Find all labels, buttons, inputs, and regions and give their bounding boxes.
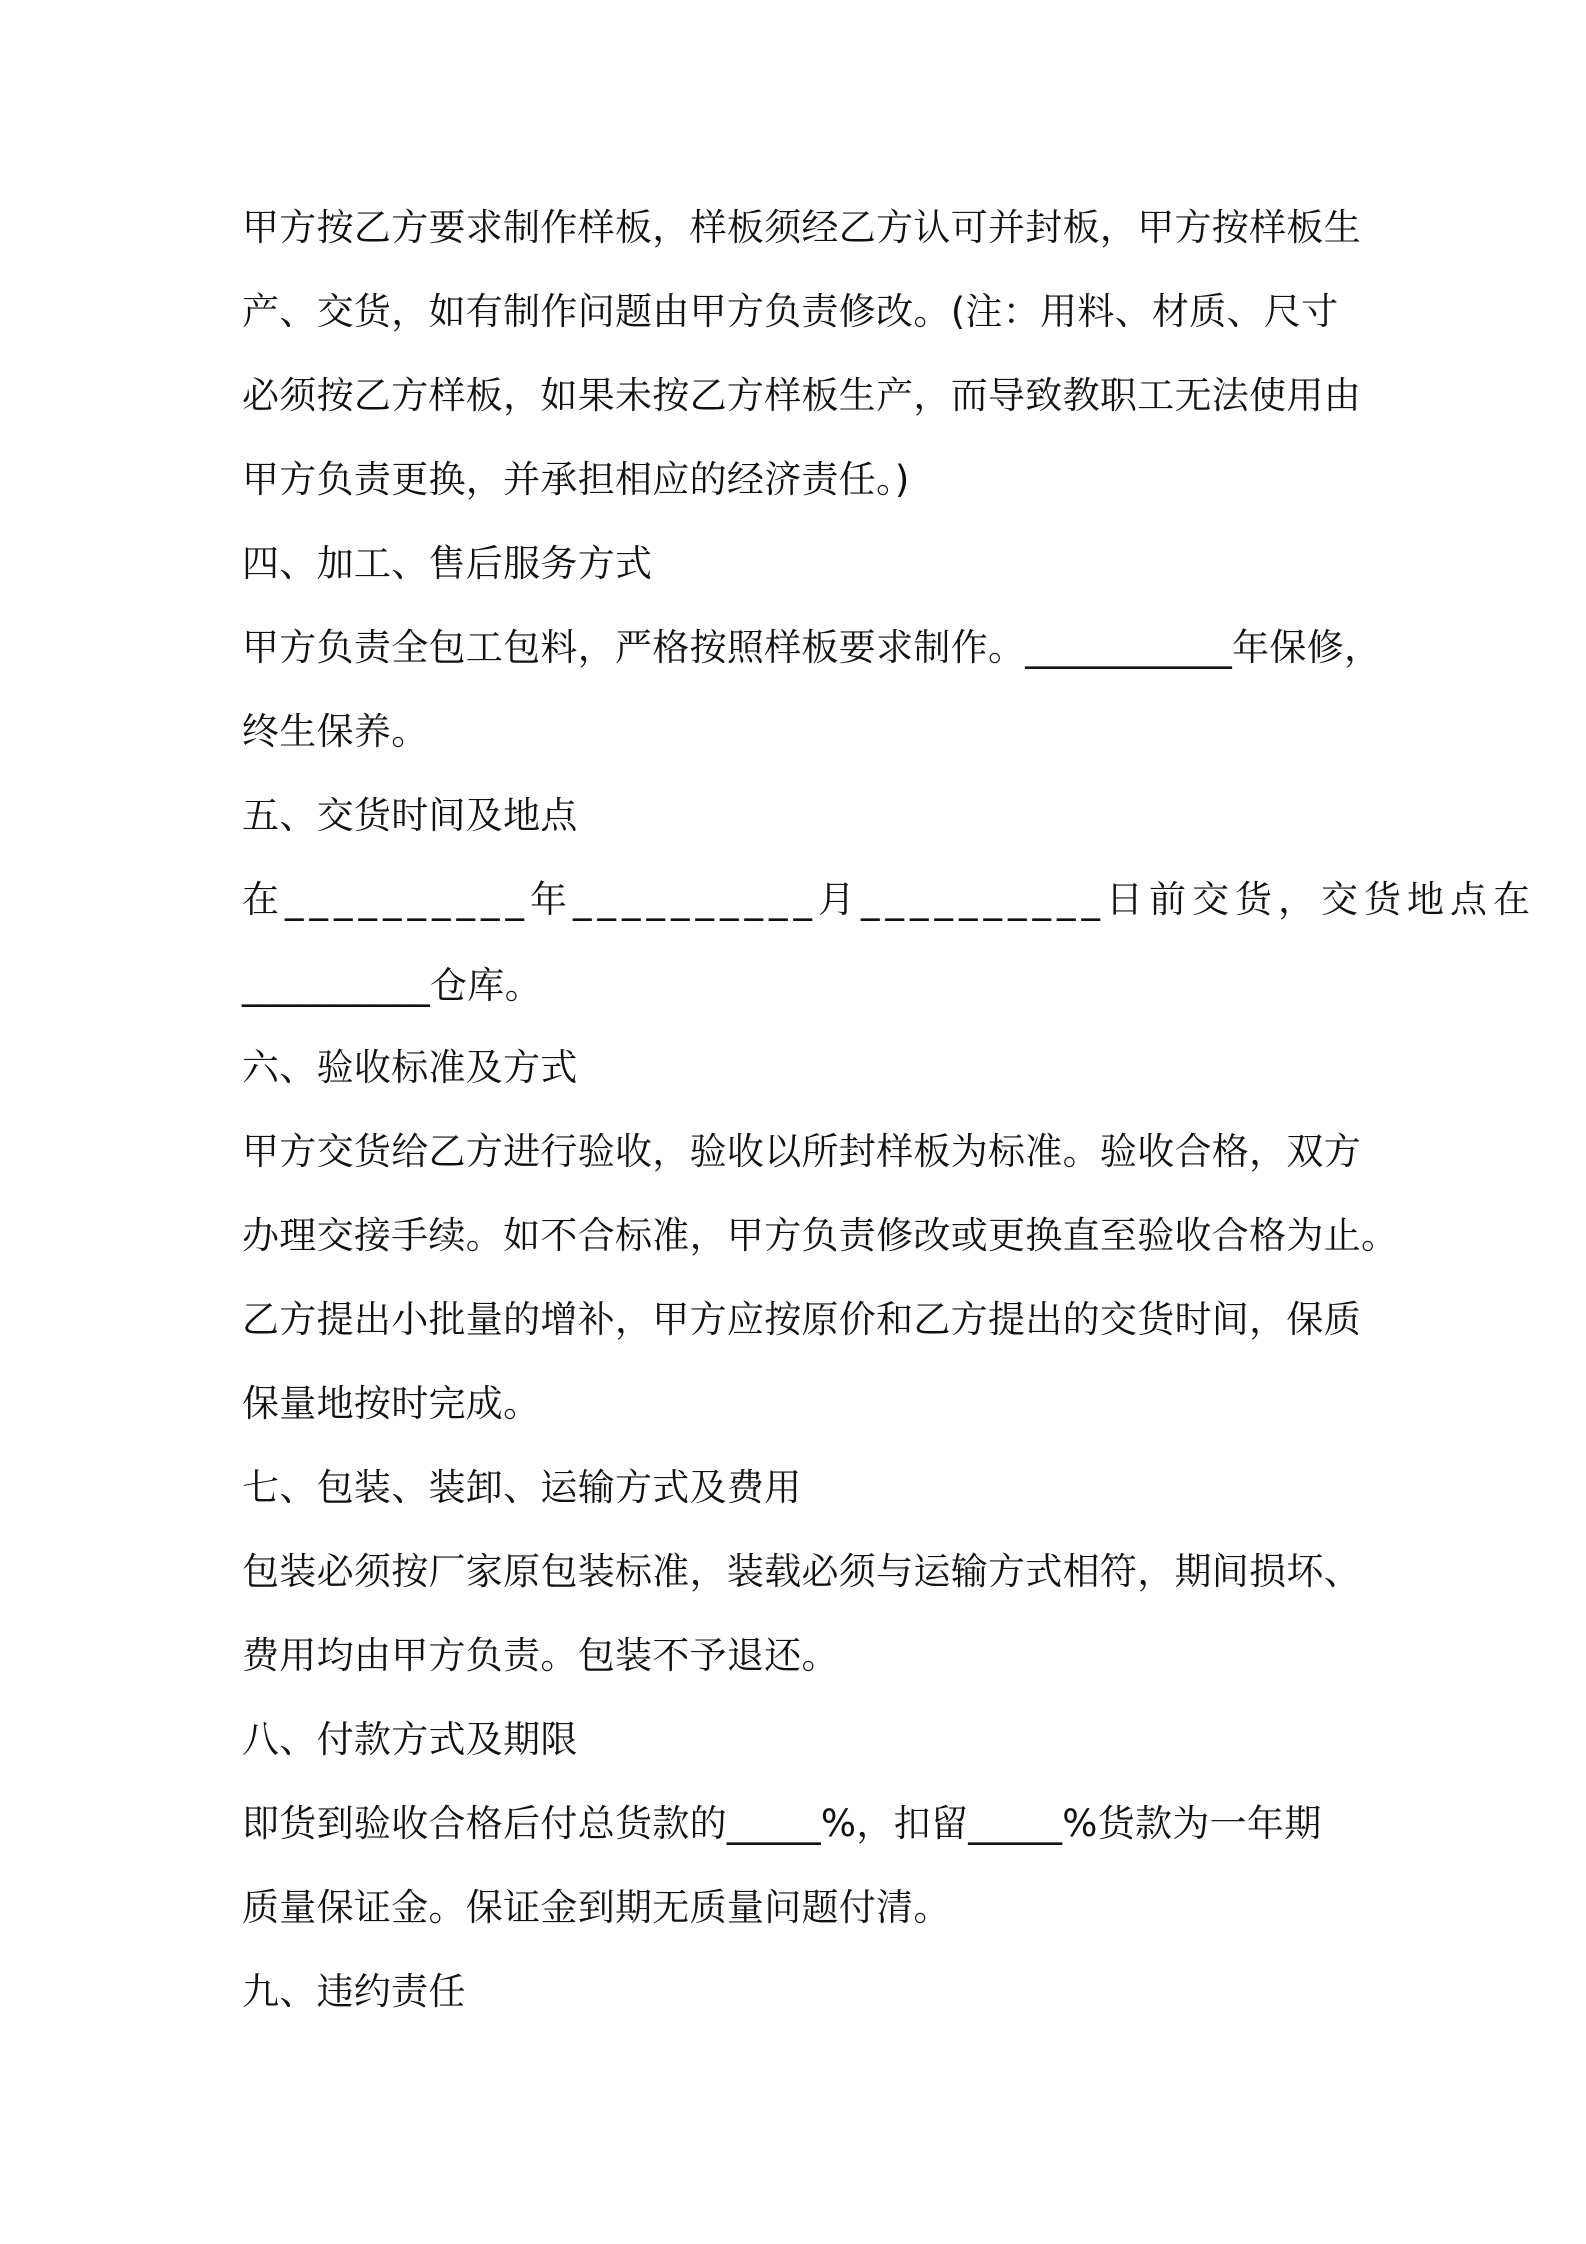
paragraph-sample-line-3: 必须按乙方样板，如果未按乙方样板生产，而导致教职工无法使用由 [242, 374, 1361, 417]
section-heading-8: 八、付款方式及期限 [242, 1718, 578, 1761]
paragraph-payment-line-1: 即货到验收合格后付总货款的_____%，扣留_____%货款为一年期 [242, 1802, 1322, 1845]
section-heading-6: 六、验收标准及方式 [242, 1046, 578, 1089]
paragraph-sample-line-4: 甲方负责更换，并承担相应的经济责任。) [242, 458, 910, 501]
paragraph-service-line-2: 终生保养。 [242, 710, 429, 753]
section-heading-4: 四、加工、售后服务方式 [242, 542, 653, 585]
paragraph-delivery-line-2: __________仓库。 [242, 964, 542, 1007]
paragraph-packaging-line-2: 费用均由甲方负责。包装不予退还。 [242, 1634, 839, 1677]
paragraph-acceptance-line-2: 办理交接手续。如不合标准，甲方负责修改或更换直至验收合格为止。 [242, 1214, 1399, 1257]
paragraph-sample-line-1: 甲方按乙方要求制作样板，样板须经乙方认可并封板，甲方按样板生 [242, 206, 1361, 249]
paragraph-acceptance-line-1: 甲方交货给乙方进行验收，验收以所封样板为标准。验收合格，双方 [242, 1130, 1361, 1173]
section-heading-7: 七、包装、装卸、运输方式及费用 [242, 1466, 802, 1509]
paragraph-sample-line-2: 产、交货，如有制作问题由甲方负责修改。(注：用料、材质、尺寸 [242, 290, 1339, 333]
paragraph-acceptance-line-3: 乙方提出小批量的增补，甲方应按原价和乙方提出的交货时间，保质 [242, 1298, 1361, 1341]
section-heading-9: 九、违约责任 [242, 1970, 466, 2013]
paragraph-acceptance-line-4: 保量地按时完成。 [242, 1382, 541, 1425]
paragraph-packaging-line-1: 包装必须按厂家原包装标准，装载必须与运输方式相符，期间损坏、 [242, 1550, 1361, 1593]
paragraph-payment-line-2: 质量保证金。保证金到期无质量问题付清。 [242, 1886, 951, 1929]
paragraph-service-line-1: 甲方负责全包工包料，严格按照样板要求制作。___________年保修， [242, 626, 1382, 669]
section-heading-5: 五、交货时间及地点 [242, 794, 578, 837]
paragraph-delivery-line-1: 在__________年__________月__________日前交货，交货地点在 [242, 878, 1536, 921]
